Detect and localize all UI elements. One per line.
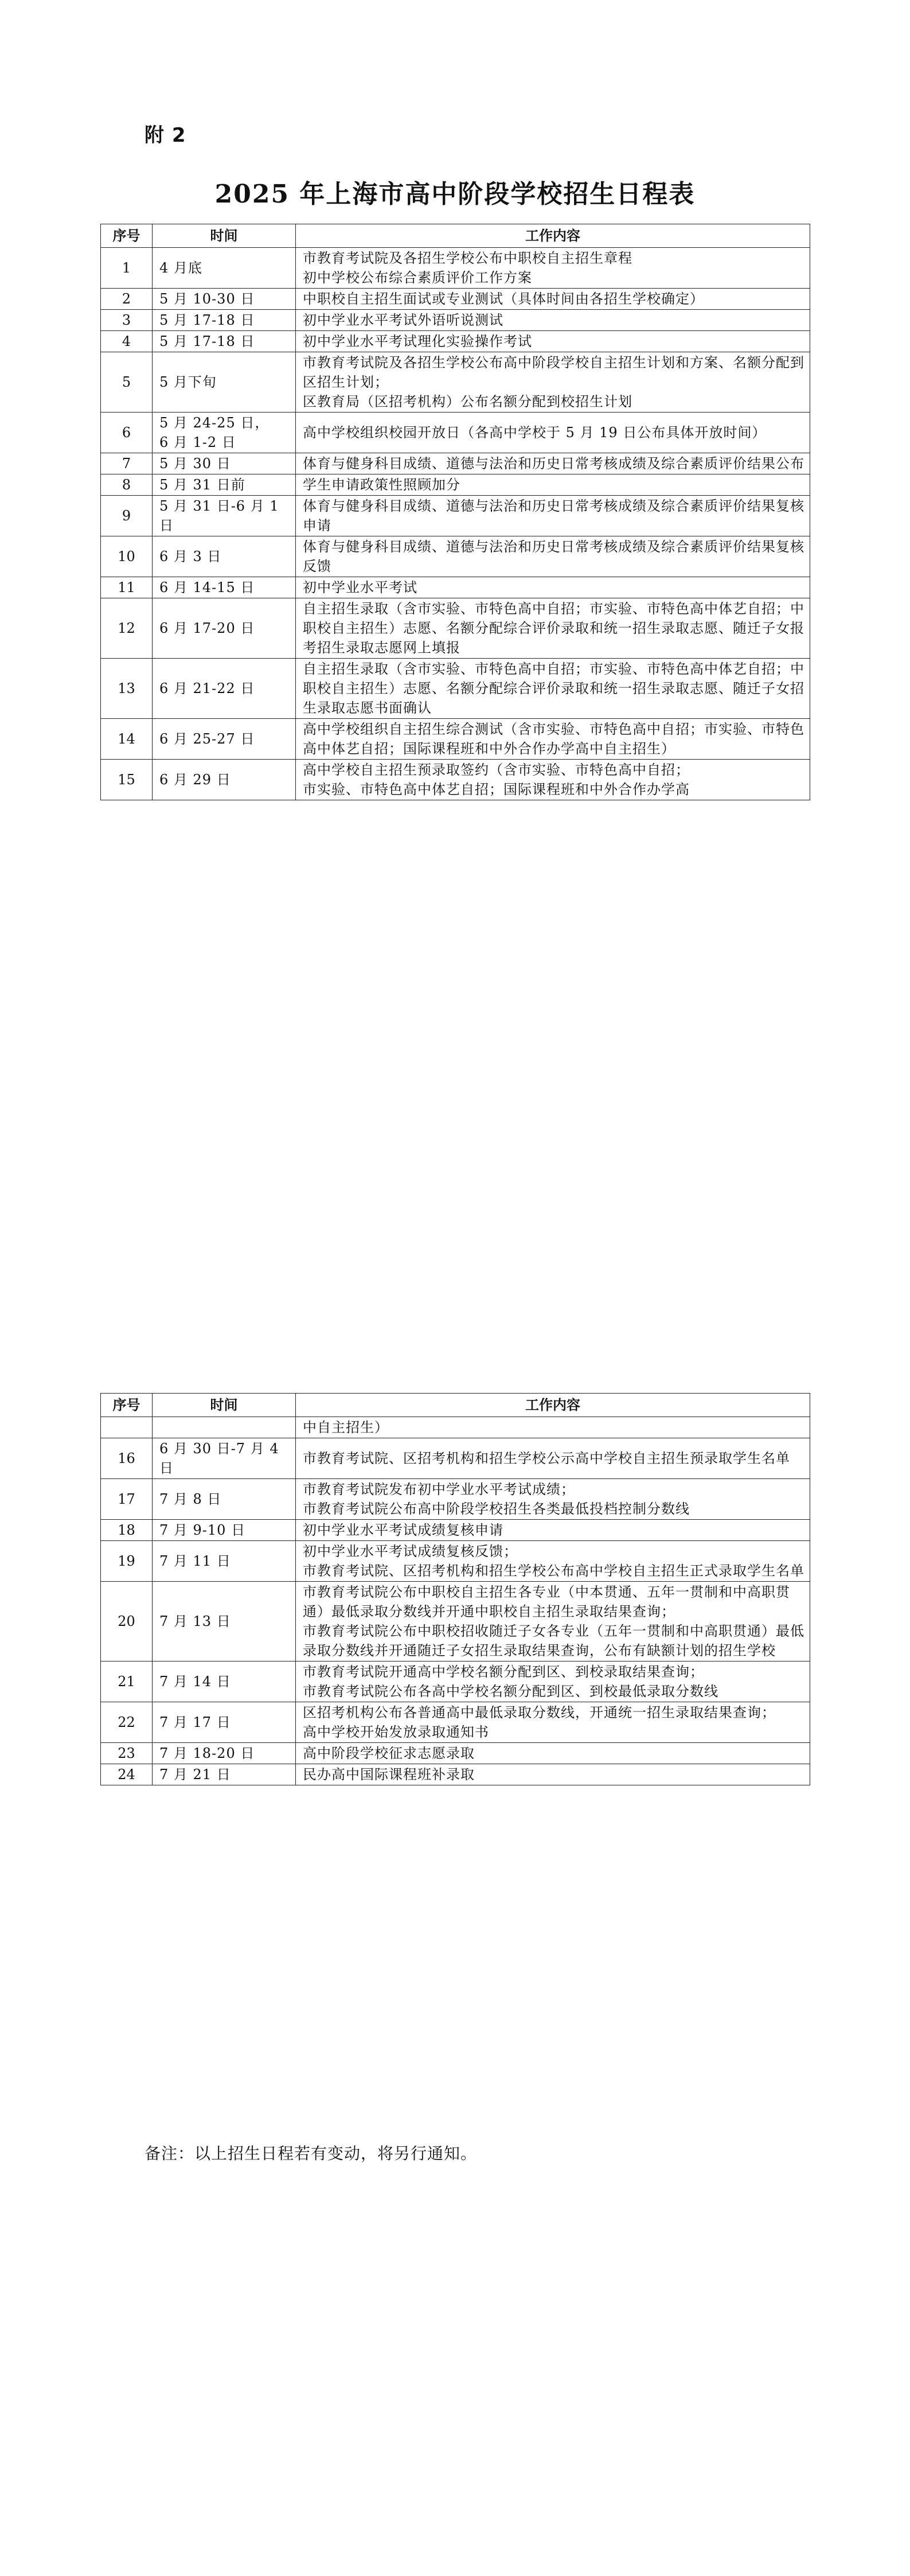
row-content: 中自主招生）	[296, 1417, 810, 1438]
table-row	[101, 352, 810, 413]
row-no: 10	[101, 536, 153, 577]
table-row	[101, 413, 810, 453]
row-time: 7 月 14 日	[153, 1661, 296, 1702]
row-no: 19	[101, 1541, 153, 1582]
row-content: 民办高中国际课程班补录取	[296, 1764, 810, 1785]
row-no: 9	[101, 496, 153, 536]
row-no: 17	[101, 1479, 153, 1520]
row-no: 8	[101, 474, 153, 496]
row-time: 7 月 13 日	[153, 1582, 296, 1661]
row-no: 23	[101, 1743, 153, 1764]
row-content: 初中学业水平考试理化实验操作考试	[296, 331, 810, 352]
table-row	[101, 1438, 810, 1479]
row-content: 中职校自主招生面试或专业测试（具体时间由各招生学校确定）	[296, 289, 810, 310]
row-content: 自主招生录取（含市实验、市特色高中自招；市实验、市特色高中体艺自招；中职校自主招生）志愿、名额分配综合评价录取和统一招生录取志愿、随迁子女报考招生录取志愿网上填报	[296, 598, 810, 659]
header-time: 时间	[153, 1394, 296, 1417]
row-no: 22	[101, 1702, 153, 1743]
page-title: 2025 年上海市高中阶段学校招生日程表	[214, 180, 696, 209]
row-no: 6	[101, 413, 153, 453]
row-time: 6 月 17-20 日	[153, 598, 296, 659]
row-time: 7 月 17 日	[153, 1702, 296, 1743]
header-time: 时间	[153, 224, 296, 248]
row-no	[101, 1417, 153, 1438]
row-no: 15	[101, 760, 153, 800]
annex-label: 附 2	[144, 124, 186, 147]
footnote-remark: 备注：以上招生日程若有变动，将另行通知。	[144, 2144, 478, 2163]
row-no: 1	[101, 248, 153, 289]
row-time: 7 月 8 日	[153, 1479, 296, 1520]
row-time: 7 月 11 日	[153, 1541, 296, 1582]
row-time: 6 月 14-15 日	[153, 577, 296, 598]
row-time: 6 月 25-27 日	[153, 719, 296, 760]
row-content: 市教育考试院及各招生学校公布高中阶段学校自主招生计划和方案、名额分配到区招生计划； 区教育局（区招考机构）公布名额分配到校招生计划	[296, 352, 810, 413]
row-time: 6 月 3 日	[153, 536, 296, 577]
row-content: 高中学校组织校园开放日（各高中学校于 5 月 19 日公布具体开放时间）	[296, 413, 810, 453]
row-time: 5 月 31 日-6 月 1 日	[153, 496, 296, 536]
row-content: 市教育考试院、区招考机构和招生学校公示高中学校自主招生预录取学生名单	[296, 1438, 810, 1479]
row-content: 初中学业水平考试成绩复核反馈； 市教育考试院、区招考机构和招生学校公布高中学校自主招生正式录取学生名单	[296, 1541, 810, 1582]
row-content: 体育与健身科目成绩、道德与法治和历史日常考核成绩及综合素质评价结果复核申请	[296, 496, 810, 536]
row-time: 4 月底	[153, 248, 296, 289]
row-time: 6 月 29 日	[153, 760, 296, 800]
table-row	[101, 536, 810, 577]
row-content: 初中学业水平考试外语听说测试	[296, 310, 810, 331]
row-no: 4	[101, 331, 153, 352]
table-row	[101, 248, 810, 289]
row-no: 12	[101, 598, 153, 659]
row-no: 3	[101, 310, 153, 331]
row-time	[153, 1417, 296, 1438]
header-content: 工作内容	[296, 1394, 810, 1417]
schedule-table-page-1	[100, 224, 810, 800]
row-time: 7 月 18-20 日	[153, 1743, 296, 1764]
row-no: 24	[101, 1764, 153, 1785]
table-row	[101, 474, 810, 496]
table-row	[101, 760, 810, 800]
row-content: 高中学校自主招生预录取签约（含市实验、市特色高中自招； 市实验、市特色高中体艺自招；国际课程班和中外合作办学高	[296, 760, 810, 800]
row-no: 2	[101, 289, 153, 310]
table-row	[101, 577, 810, 598]
row-no: 14	[101, 719, 153, 760]
row-no: 18	[101, 1520, 153, 1541]
row-time: 5 月 30 日	[153, 453, 296, 474]
row-content: 高中学校组织自主招生综合测试（含市实验、市特色高中自招；市实验、市特色高中体艺自招；国际课程班和中外合作办学高中自主招生）	[296, 719, 810, 760]
row-content: 市教育考试院开通高中学校名额分配到区、到校录取结果查询； 市教育考试院公布各高中学校名额分配到区、到校最低录取分数线	[296, 1661, 810, 1702]
row-content: 学生申请政策性照顾加分	[296, 474, 810, 496]
table-row	[101, 496, 810, 536]
row-no: 21	[101, 1661, 153, 1702]
table-row	[101, 1661, 810, 1702]
table-row	[101, 719, 810, 760]
table-row	[101, 659, 810, 719]
table-row	[101, 1764, 810, 1785]
row-content: 区招考机构公布各普通高中最低录取分数线，开通统一招生录取结果查询； 高中学校开始发放录取通知书	[296, 1702, 810, 1743]
row-time: 5 月 17-18 日	[153, 331, 296, 352]
row-time: 5 月 24-25 日， 6 月 1-2 日	[153, 413, 296, 453]
row-no: 20	[101, 1582, 153, 1661]
row-time: 5 月 31 日前	[153, 474, 296, 496]
row-time: 7 月 9-10 日	[153, 1520, 296, 1541]
row-no: 16	[101, 1438, 153, 1479]
row-time: 5 月下旬	[153, 352, 296, 413]
table-header-row	[101, 1394, 810, 1417]
row-content: 自主招生录取（含市实验、市特色高中自招；市实验、市特色高中体艺自招；中职校自主招生）志愿、名额分配综合评价录取和统一招生录取志愿、随迁子女招生录取志愿书面确认	[296, 659, 810, 719]
row-time: 6 月 30 日-7 月 4 日	[153, 1438, 296, 1479]
table-row	[101, 1479, 810, 1520]
row-content: 体育与健身科目成绩、道德与法治和历史日常考核成绩及综合素质评价结果公布	[296, 453, 810, 474]
row-time: 5 月 10-30 日	[153, 289, 296, 310]
row-no: 13	[101, 659, 153, 719]
table-header-row	[101, 224, 810, 248]
table-row	[101, 1702, 810, 1743]
header-no: 序号	[101, 224, 153, 248]
row-no: 5	[101, 352, 153, 413]
row-content: 高中阶段学校征求志愿录取	[296, 1743, 810, 1764]
table-row-continuation	[101, 1417, 810, 1438]
row-content: 市教育考试院及各招生学校公布中职校自主招生章程 初中学校公布综合素质评价工作方案	[296, 248, 810, 289]
table-row	[101, 331, 810, 352]
table-row	[101, 1520, 810, 1541]
table-row	[101, 310, 810, 331]
schedule-table-page-2	[100, 1393, 810, 1785]
table-row	[101, 1743, 810, 1764]
table-row	[101, 598, 810, 659]
row-no: 7	[101, 453, 153, 474]
row-no: 11	[101, 577, 153, 598]
row-content: 市教育考试院发布初中学业水平考试成绩； 市教育考试院公布高中阶段学校招生各类最低投档控制分数线	[296, 1479, 810, 1520]
header-no: 序号	[101, 1394, 153, 1417]
table-row	[101, 1541, 810, 1582]
table-row	[101, 289, 810, 310]
row-time: 7 月 21 日	[153, 1764, 296, 1785]
row-content: 初中学业水平考试成绩复核申请	[296, 1520, 810, 1541]
row-time: 5 月 17-18 日	[153, 310, 296, 331]
table-row	[101, 1582, 810, 1661]
row-content: 市教育考试院公布中职校自主招生各专业（中本贯通、五年一贯制和中高职贯通）最低录取分数线并开通中职校自主招生录取结果查询； 市教育考试院公布中职校招收随迁子女各专业（五年一贯制和中高职贯通）最低录取分数线并开通随迁子女招生录取结果查询，公布有缺额计划的招生学校	[296, 1582, 810, 1661]
row-time: 6 月 21-22 日	[153, 659, 296, 719]
row-content: 初中学业水平考试	[296, 577, 810, 598]
table-row	[101, 453, 810, 474]
header-content: 工作内容	[296, 224, 810, 248]
row-content: 体育与健身科目成绩、道德与法治和历史日常考核成绩及综合素质评价结果复核反馈	[296, 536, 810, 577]
